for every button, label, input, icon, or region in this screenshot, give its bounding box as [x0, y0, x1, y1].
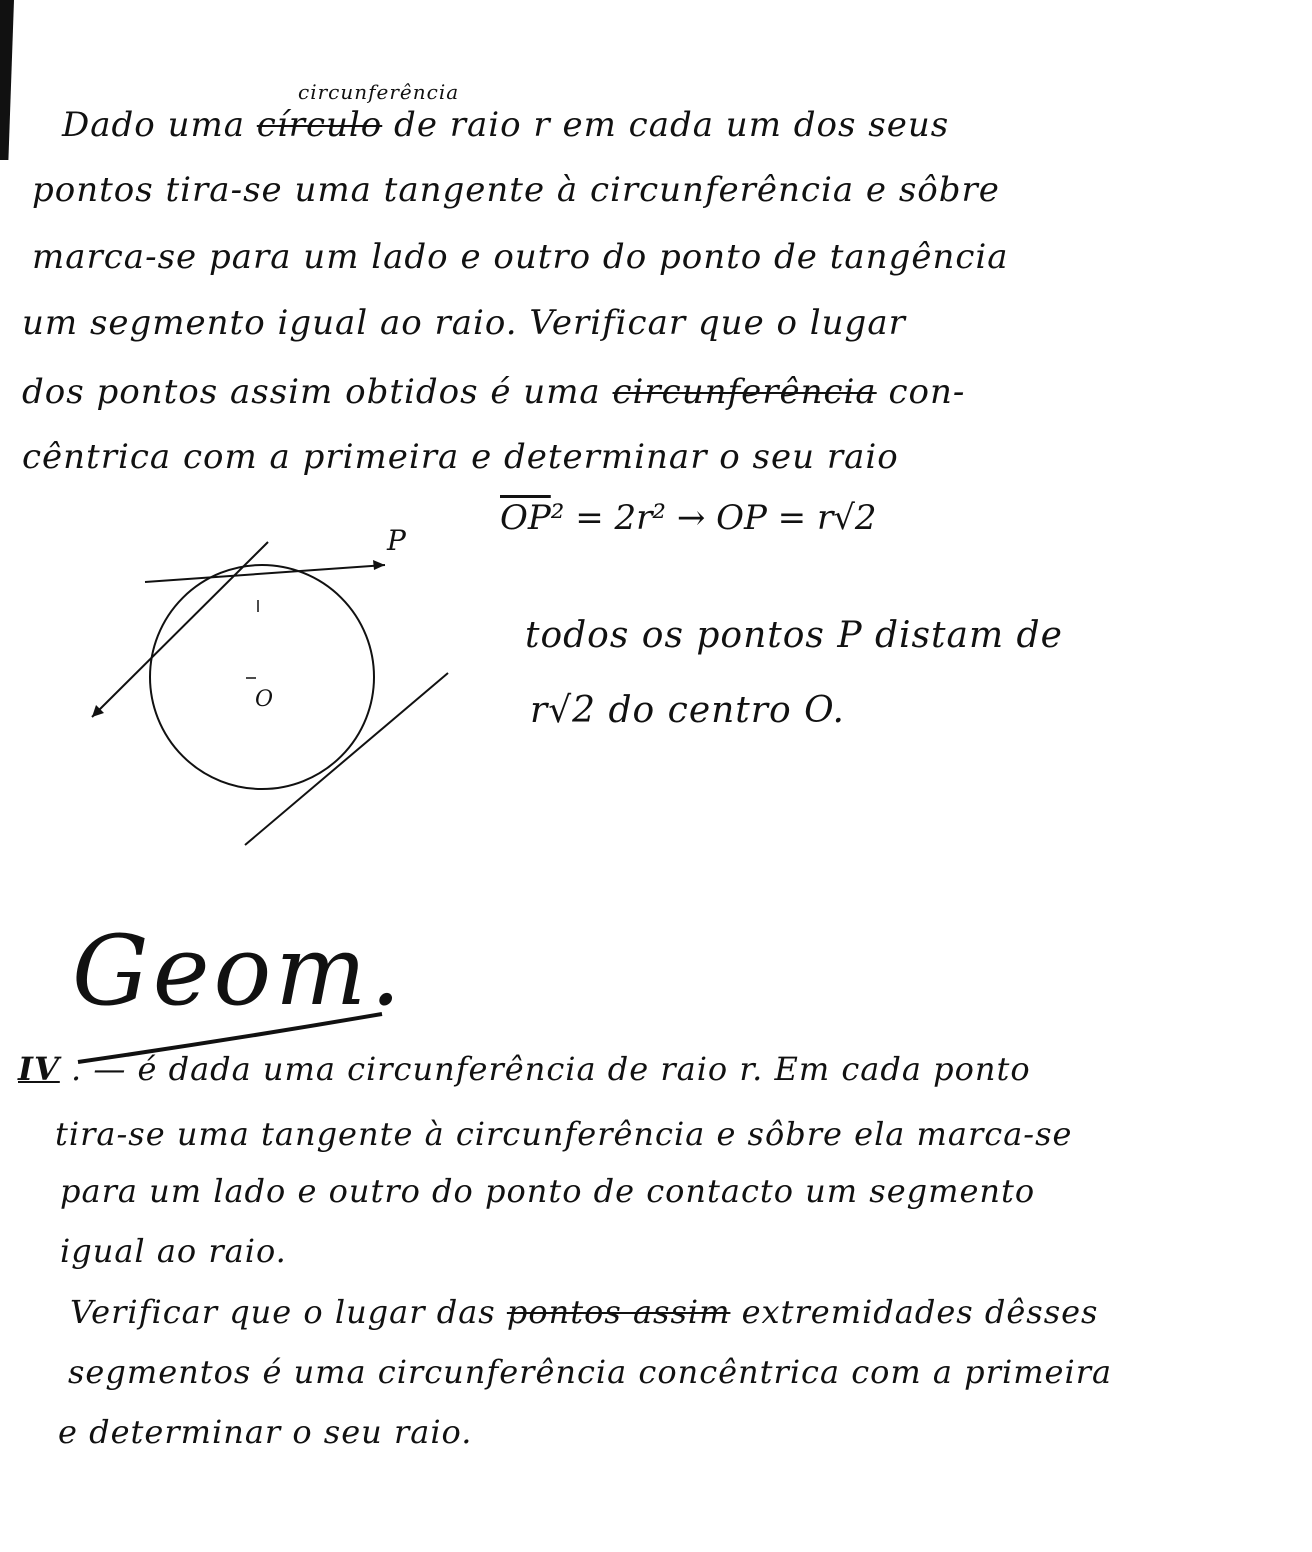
- problem-line-2: pontos tira-se uma tangente à circunferência e sôbre: [32, 170, 1000, 210]
- line-text-before: Verificar que o lugar das: [70, 1293, 507, 1331]
- point-p-label: P: [387, 524, 406, 557]
- circle-tangent-diagram: [50, 520, 550, 880]
- problem-iv-line-2: tira-se uma tangente à circunferência e sôbre ela marca-se: [55, 1115, 1073, 1153]
- solution-equation: [500, 498, 877, 538]
- page-edge-mark: [0, 0, 14, 160]
- line-text: é dada uma circunferência de raio r. Em cada ponto: [137, 1050, 1031, 1088]
- line-text-before: Dado uma: [62, 105, 257, 145]
- problem-dash: . —: [59, 1050, 138, 1088]
- problem-number: IV: [18, 1050, 60, 1088]
- center-label: O: [255, 687, 274, 712]
- inserted-correction: circunferência: [298, 80, 460, 104]
- problem-line-4: um segmento igual ao raio. Verificar que o lugar: [22, 303, 906, 343]
- problem-iv-line-7: e determinar o seu raio.: [58, 1413, 473, 1451]
- problem-line-1: [62, 105, 949, 145]
- arrowhead-p: [373, 560, 385, 570]
- tangent-line-top: [145, 565, 385, 582]
- tangent-line-left: [92, 542, 268, 717]
- problem-iv-line-6: segmentos é uma circunferência concêntrica com a primeira: [68, 1353, 1113, 1391]
- line-text-after: extremidades dêsses: [730, 1293, 1099, 1331]
- struck-words: pontos assim: [506, 1293, 731, 1331]
- struck-word: círculo: [256, 105, 383, 145]
- problem-iv-line-1: [18, 1050, 1031, 1088]
- line-text-after: de raio r em cada um dos seus: [382, 105, 950, 145]
- problem-line-3: marca-se para um lado e outro do ponto de tangência: [32, 237, 1009, 277]
- circle-shape: [150, 565, 374, 789]
- problem-line-6: cêntrica com a primeira e determinar o seu raio: [22, 437, 899, 477]
- solution-note-line-1: todos os pontos P distam de: [525, 615, 1063, 656]
- struck-word: circunferência: [612, 372, 877, 412]
- problem-iv-line-3: para um lado e outro do ponto de contacto um segmento: [60, 1172, 1036, 1210]
- solution-note-line-2: r√2 do centro O.: [530, 690, 845, 731]
- problem-line-5: [22, 372, 965, 412]
- section-heading: Geom.: [72, 915, 405, 1027]
- tangent-line-bottom: [245, 673, 448, 845]
- problem-iv-line-4: igual ao raio.: [60, 1232, 287, 1270]
- problem-iv-line-5: [70, 1293, 1098, 1331]
- line-text-after: con-: [876, 372, 966, 412]
- line-text-before: dos pontos assim obtidos é uma: [22, 372, 613, 412]
- segment-op: $\overline{OP}$: [500, 498, 551, 538]
- equation-rest: ² = 2r² → OP = r√2: [550, 498, 877, 538]
